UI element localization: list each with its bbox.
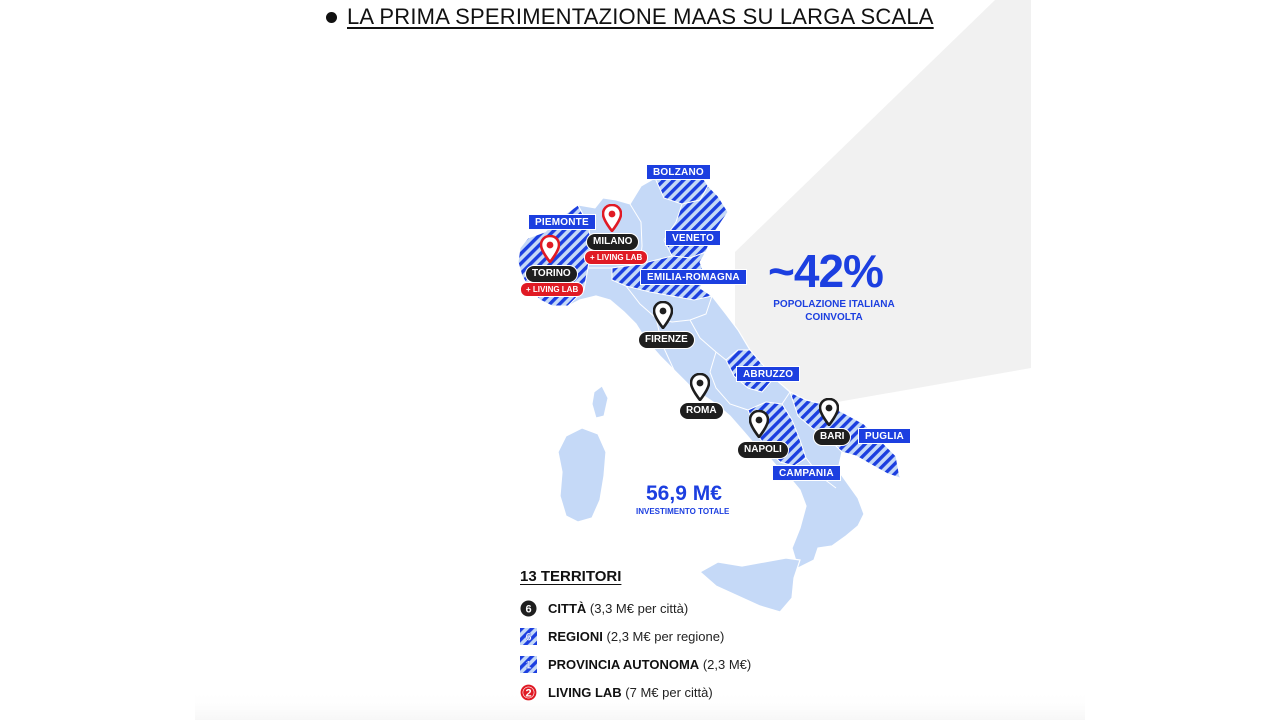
legend-title: 13 TERRITORI bbox=[520, 568, 622, 585]
legend-name: REGIONI bbox=[548, 628, 603, 644]
living-lab-badge-milano: + LIVING LAB bbox=[584, 250, 648, 265]
map-pin-red-icon bbox=[602, 204, 622, 232]
city-label-roma: ROMA bbox=[679, 402, 724, 420]
legend-item-citta bbox=[520, 599, 688, 617]
region-label-campania: CAMPANIA bbox=[772, 465, 841, 481]
region-label-abruzzo: ABRUZZO bbox=[736, 366, 800, 382]
city-label-milano: MILANO bbox=[586, 233, 639, 251]
legend-name: CITTÀ bbox=[548, 600, 587, 616]
legend-detail: (2,3 M€ per regione) bbox=[606, 628, 725, 644]
investment-label: INVESTIMENTO TOTALE bbox=[636, 507, 730, 516]
region-label-veneto: VENETO bbox=[665, 230, 721, 246]
map-pin-black-icon bbox=[749, 410, 769, 438]
sicily-island bbox=[700, 558, 800, 612]
investment-total: 56,9 M€ bbox=[646, 482, 722, 505]
black-circle-badge-icon bbox=[520, 600, 537, 617]
legend-name: PROVINCIA AUTONOMA bbox=[548, 656, 700, 672]
red-circle-badge-icon bbox=[520, 684, 537, 701]
legend-count: 2 bbox=[525, 687, 532, 699]
map-pin-black-icon bbox=[819, 398, 839, 426]
region-label-puglia: PUGLIA bbox=[858, 428, 911, 444]
city-label-bari: BARI bbox=[813, 428, 851, 446]
region-label-piemonte: PIEMONTE bbox=[528, 214, 596, 230]
legend-item-regioni bbox=[520, 627, 724, 645]
page-title: LA PRIMA SPERIMENTAZIONE MAAS SU LARGA SCALA bbox=[347, 4, 934, 29]
legend-count: 6 bbox=[525, 603, 532, 615]
living-lab-badge-torino: + LIVING LAB bbox=[520, 282, 584, 297]
striped-blue-square-badge-icon bbox=[520, 628, 537, 645]
legend-item-provincia bbox=[520, 655, 751, 673]
map-pin-red-icon bbox=[540, 235, 560, 263]
region-label-emilia: EMILIA-ROMAGNA bbox=[640, 269, 747, 285]
population-percent: ~42% bbox=[768, 245, 883, 297]
city-label-firenze: FIRENZE bbox=[638, 331, 695, 349]
legend-name: LIVING LAB bbox=[548, 684, 622, 700]
legend-item-living-lab bbox=[520, 683, 713, 701]
map-pin-black-icon bbox=[653, 301, 673, 329]
legend-detail: (2,3 M€) bbox=[702, 656, 752, 672]
background-wedge bbox=[735, 0, 1031, 420]
map-pin-black-icon bbox=[690, 373, 710, 401]
region-label-bolzano: BOLZANO bbox=[646, 164, 711, 180]
striped-blue-square-badge-icon bbox=[520, 656, 537, 673]
sardinia-island bbox=[558, 428, 606, 522]
city-label-napoli: NAPOLI bbox=[737, 441, 789, 459]
legend-detail: (7 M€ per città) bbox=[625, 684, 713, 700]
legend-count: 1 bbox=[525, 659, 532, 671]
population-label-line-2: COINVOLTA bbox=[805, 312, 863, 323]
legend-count: 6 bbox=[525, 631, 532, 643]
city-label-torino: TORINO bbox=[525, 265, 578, 283]
population-label bbox=[760, 298, 908, 324]
corsica-island bbox=[592, 386, 608, 418]
legend-detail: (3,3 M€ per città) bbox=[589, 600, 689, 616]
population-label-line-1: POPOLAZIONE ITALIANA bbox=[773, 299, 895, 310]
